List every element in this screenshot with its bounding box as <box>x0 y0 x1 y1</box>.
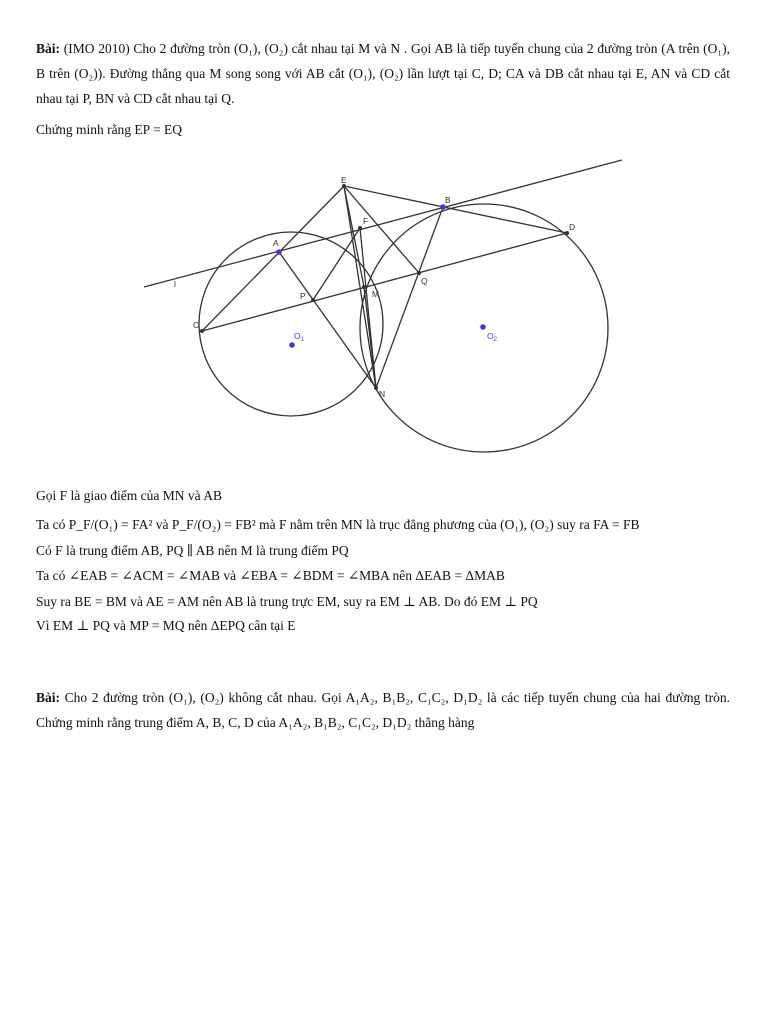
problem-1-title: Bài: <box>36 41 61 56</box>
point-a <box>276 249 282 255</box>
label-n: N <box>379 389 386 399</box>
label-a: A <box>273 238 279 248</box>
line-ed <box>344 186 567 233</box>
point-f <box>358 226 362 230</box>
point-q <box>417 271 421 275</box>
label-o1: $O_1$ <box>294 331 304 343</box>
label-f: F <box>363 216 369 226</box>
point-p <box>311 298 315 302</box>
problem-1-text: (IMO 2010) Cho 2 đường tròn (O₁), (O₂) cắt nhau tại M và N . Gọi AB là tiếp tuyến chung của 2 đường tròn (A trên (O₁), B trên (O₂)). Đường thẳng qua M song song với AB cắt (O₁), (O₂) lần lượt tại C, D; CA và DB cắt nhau tại E, AN và CD cắt nhau tại P, BN và CD cắt nhau tại Q. <box>36 41 731 106</box>
label-d: D <box>569 222 576 232</box>
line-ec <box>202 186 344 331</box>
label-m: M <box>372 289 380 299</box>
point-c <box>200 329 204 333</box>
solution-line-4: Ta có ∠EAB = ∠ACM = ∠MAB và ∠EBA = ∠BDM = ∠MBA nên ΔEAB = ΔMAB <box>36 568 505 583</box>
point-o2 <box>480 324 486 330</box>
label-p: P <box>300 291 306 301</box>
problem-2-text: Cho 2 đường tròn (O₁), (O₂) không cắt nhau. Gọi A₁A₂, B₁B₂, C₁C₂, D₁D₂ là các tiếp tuyến chung của hai đường tròn. Chứng minh rằng trung điểm A, B, C, D của A₁A₂, B₁B₂, C₁C₂, D₁D₂ thẳng hàng <box>36 690 731 730</box>
problem-2-title: Bài: <box>36 690 61 705</box>
point-b <box>440 204 446 210</box>
solution-line-5: Suy ra BE = BM và AE = AM nên AB là trung trực EM, suy ra EM ⊥ AB. Do đó EM ⊥ PQ <box>36 594 538 609</box>
solution-line-6: Vì EM ⊥ PQ và MP = MQ nên ΔEPQ cân tại E <box>36 618 296 633</box>
label-c: C <box>193 320 200 330</box>
solution-line-3: Có F là trung điểm AB, PQ ∥ AB nên M là trung điểm PQ <box>36 543 349 558</box>
label-e: E <box>341 175 347 185</box>
line-pf <box>313 228 360 300</box>
point-o1 <box>289 342 295 348</box>
label-l: l <box>174 279 176 289</box>
solution-line-2: Ta có P_F/(O₁) = FA² và P_F/(O₂) = FB² mà F nằm trên MN là trục đẳng phương của (O₁), (O₂) suy ra FA = FB <box>36 517 640 532</box>
label-q: Q <box>421 276 428 286</box>
point-m <box>362 285 366 289</box>
label-o2: $O_2$ <box>487 331 497 343</box>
line-en <box>344 186 376 388</box>
problem-2 <box>36 685 730 735</box>
problem-1-prove: Chứng minh rằng EP = EQ <box>36 122 183 137</box>
geometry-figure <box>0 0 768 480</box>
point-n <box>374 386 378 390</box>
solution-line-1: Gọi F là giao điểm của MN và AB <box>36 488 222 503</box>
label-b: B <box>445 195 451 205</box>
line-cd <box>202 233 567 331</box>
